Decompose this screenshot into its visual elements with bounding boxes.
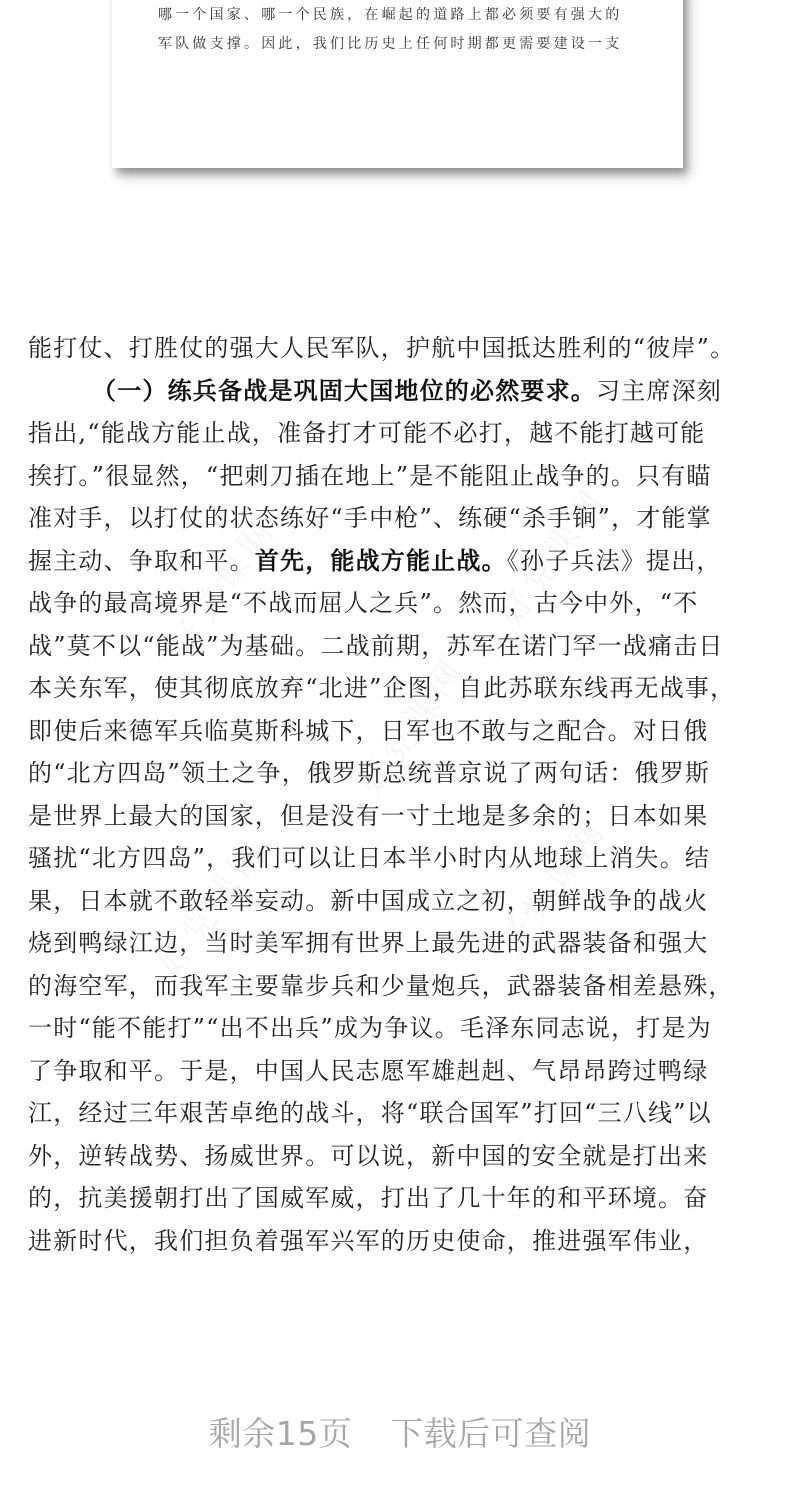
paragraph-line: 能打仗、打胜仗的强大人民军队，护航中国抵达胜利的“彼岸”。 <box>28 334 736 362</box>
paragraph-line: 烧到鸭绿江边，当时美军拥有世界上最先进的武器装备和强大 <box>28 929 709 957</box>
document-body <box>28 327 778 1262</box>
preview-text-line: 哪一个国家、哪一个民族，在崛起的道路上都必须要有强大的 <box>158 7 623 23</box>
paragraph-line: 一时“能不能打”“出不出兵”成为争议。毛泽东同志说，打是为 <box>28 1014 712 1042</box>
paragraph-line: 的海空军，而我军主要靠步兵和少量炮兵，武器装备相差悬殊， <box>28 971 734 1000</box>
section-heading-line: （一）练兵备战是巩固大国地位的必然要求。习主席深刻 <box>92 375 722 405</box>
paragraph-line: 外，逆转战势、扬威世界。可以说，新中国的安全就是打出来 <box>28 1141 709 1170</box>
paragraph-line: 果，日本就不敢轻举妄动。新中国成立之初，朝鲜战争的战火 <box>28 886 709 915</box>
paragraph-line: 挨打。”很显然，“把刺刀插在地上”是不能阻止战争的。只有瞄 <box>28 461 712 490</box>
paragraph-line: 握主动、争取和平。首先，能战方能止战。《孙子兵法》提出， <box>28 545 722 575</box>
bold-point: 首先，能战方能止战。 <box>254 545 507 575</box>
download-hint: 下载后可查阅 <box>390 1414 592 1453</box>
remaining-pages-count: 剩余15页 <box>208 1414 353 1453</box>
paragraph-line: 即使后来德军兵临莫斯科城下，日军也不敢与之配合。对日俄 <box>28 716 709 745</box>
page-preview-card <box>112 0 683 168</box>
section-heading: （一）练兵备战是巩固大国地位的必然要求。 <box>92 375 596 405</box>
paragraph-line: 的“北方四岛”领土之争，俄罗斯总统普京说了两句话：俄罗斯 <box>28 759 711 787</box>
paragraph-line: 江，经过三年艰苦卓绝的战斗，将“联合国军”打回“三八线”以 <box>28 1099 712 1127</box>
remaining-pages-prompt[interactable] <box>0 1408 800 1455</box>
preview-text-line: 军队做支撑。因此，我们比历史上任何时期都更需要建设一支 <box>158 36 623 52</box>
paragraph-line: 进新时代，我们担负着强军兴军的历史使命，推进强军伟业， <box>28 1226 709 1255</box>
paragraph-line: 的，抗美援朝打出了国威军威，打出了几十年的和平环境。奋 <box>28 1184 709 1212</box>
paragraph-line: 战”莫不以“能战”为基础。二战前期，苏军在诺门罕一战痛击日 <box>28 631 724 660</box>
paragraph-line: 指出,“能战方能止战，准备打才可能不必打，越不能打越可能 <box>28 419 706 447</box>
paragraph-line: 骚扰“北方四岛”，我们可以让日本半小时内从地球上消失。结 <box>28 844 711 872</box>
paragraph-line: 战争的最高境界是“不战而屈人之兵”。然而，古今中外，“不 <box>28 589 699 617</box>
paragraph-line: 准对手，以打仗的状态练好“手中枪”、练硬“杀手锏”，才能掌 <box>28 504 712 532</box>
paragraph-line: 是世界上最大的国家，但是没有一寸土地是多余的；日本如果 <box>28 801 709 830</box>
paragraph-line: 本关东军，使其彻底放弃“北进”企图，自此苏联东线再无战事， <box>28 674 736 702</box>
paragraph-line: 了争取和平。于是，中国人民志愿军雄赳赳、气昂昂跨过鸭绿 <box>28 1056 709 1085</box>
